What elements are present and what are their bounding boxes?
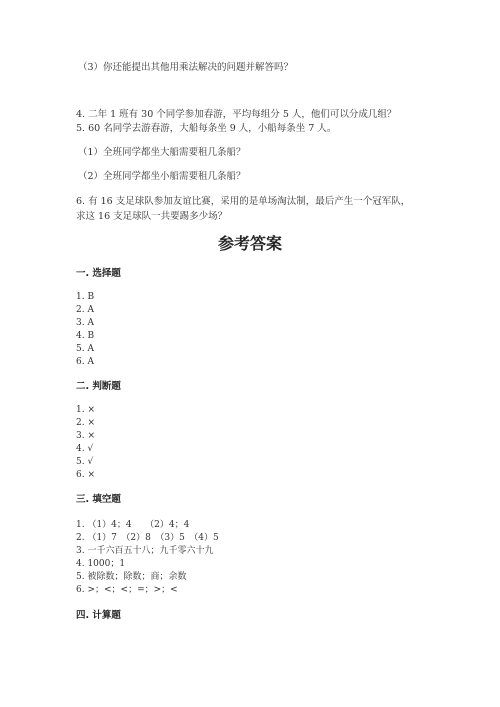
choice-answer-4: 4. B [76, 331, 95, 341]
fill-answer-2: 2. （1）7 （2）8 （3）5 （4）5 [76, 533, 219, 543]
fill-answer-3: 3. 一千六百五十八；九千零六十九 [76, 546, 214, 556]
judge-answer-3: 3. × [76, 431, 95, 441]
section-heading-fill: 三. 填空题 [76, 494, 121, 505]
judge-answer-2: 2. × [76, 418, 95, 428]
fill-answer-1: 1. （1）4；4 （2）4；4 [76, 520, 190, 530]
judge-answer-4: 4. √ [76, 444, 94, 454]
section-heading-calc: 四. 计算题 [76, 610, 121, 621]
fill-answer-4: 4. 1000；1 [76, 559, 126, 569]
choice-answer-5: 5. A [76, 344, 94, 354]
question-6-line-1: 6. 有 16 支足球队参加友谊比赛，采用的是单场淘汰制，最后产生一个冠军队， [76, 196, 411, 207]
choice-answer-1: 1. B [76, 292, 95, 302]
answer-title: 参考答案 [217, 234, 282, 253]
judge-answer-1: 1. × [76, 405, 95, 415]
judge-answer-6: 6. × [76, 470, 95, 480]
question-6-line-2: 求这 16 支足球队一共要踢多少场？ [76, 211, 228, 222]
choice-answer-3: 3. A [76, 318, 94, 328]
question-5-part-2: （2）全班同学都坐小船需要租几条船？ [78, 171, 246, 182]
section-heading-judge: 二. 判断题 [76, 381, 121, 392]
section-heading-choice: 一. 选择题 [76, 268, 121, 279]
question-5-part-1: （1）全班同学都坐大船需要租几条船？ [78, 147, 246, 158]
question-5: 5. 60 名同学去游春游，大船每条坐 9 人，小船每条坐 7 人。 [76, 123, 337, 134]
question-3-part-3: （3）你还能提出其他用乘法解决的问题并解答吗？ [78, 62, 294, 73]
fill-answer-5: 5. 被除数；除数；商；余数 [76, 572, 187, 582]
question-4: 4. 二年 1 班有 30 个同学参加春游，平均每组分 5 人，他们可以分成几组？ [76, 109, 397, 120]
choice-answer-2: 2. A [76, 305, 94, 315]
choice-answer-6: 6. A [76, 357, 94, 367]
fill-answer-6: 6. >；<；<；=；>；< [76, 585, 178, 595]
judge-answer-5: 5. √ [76, 457, 94, 467]
